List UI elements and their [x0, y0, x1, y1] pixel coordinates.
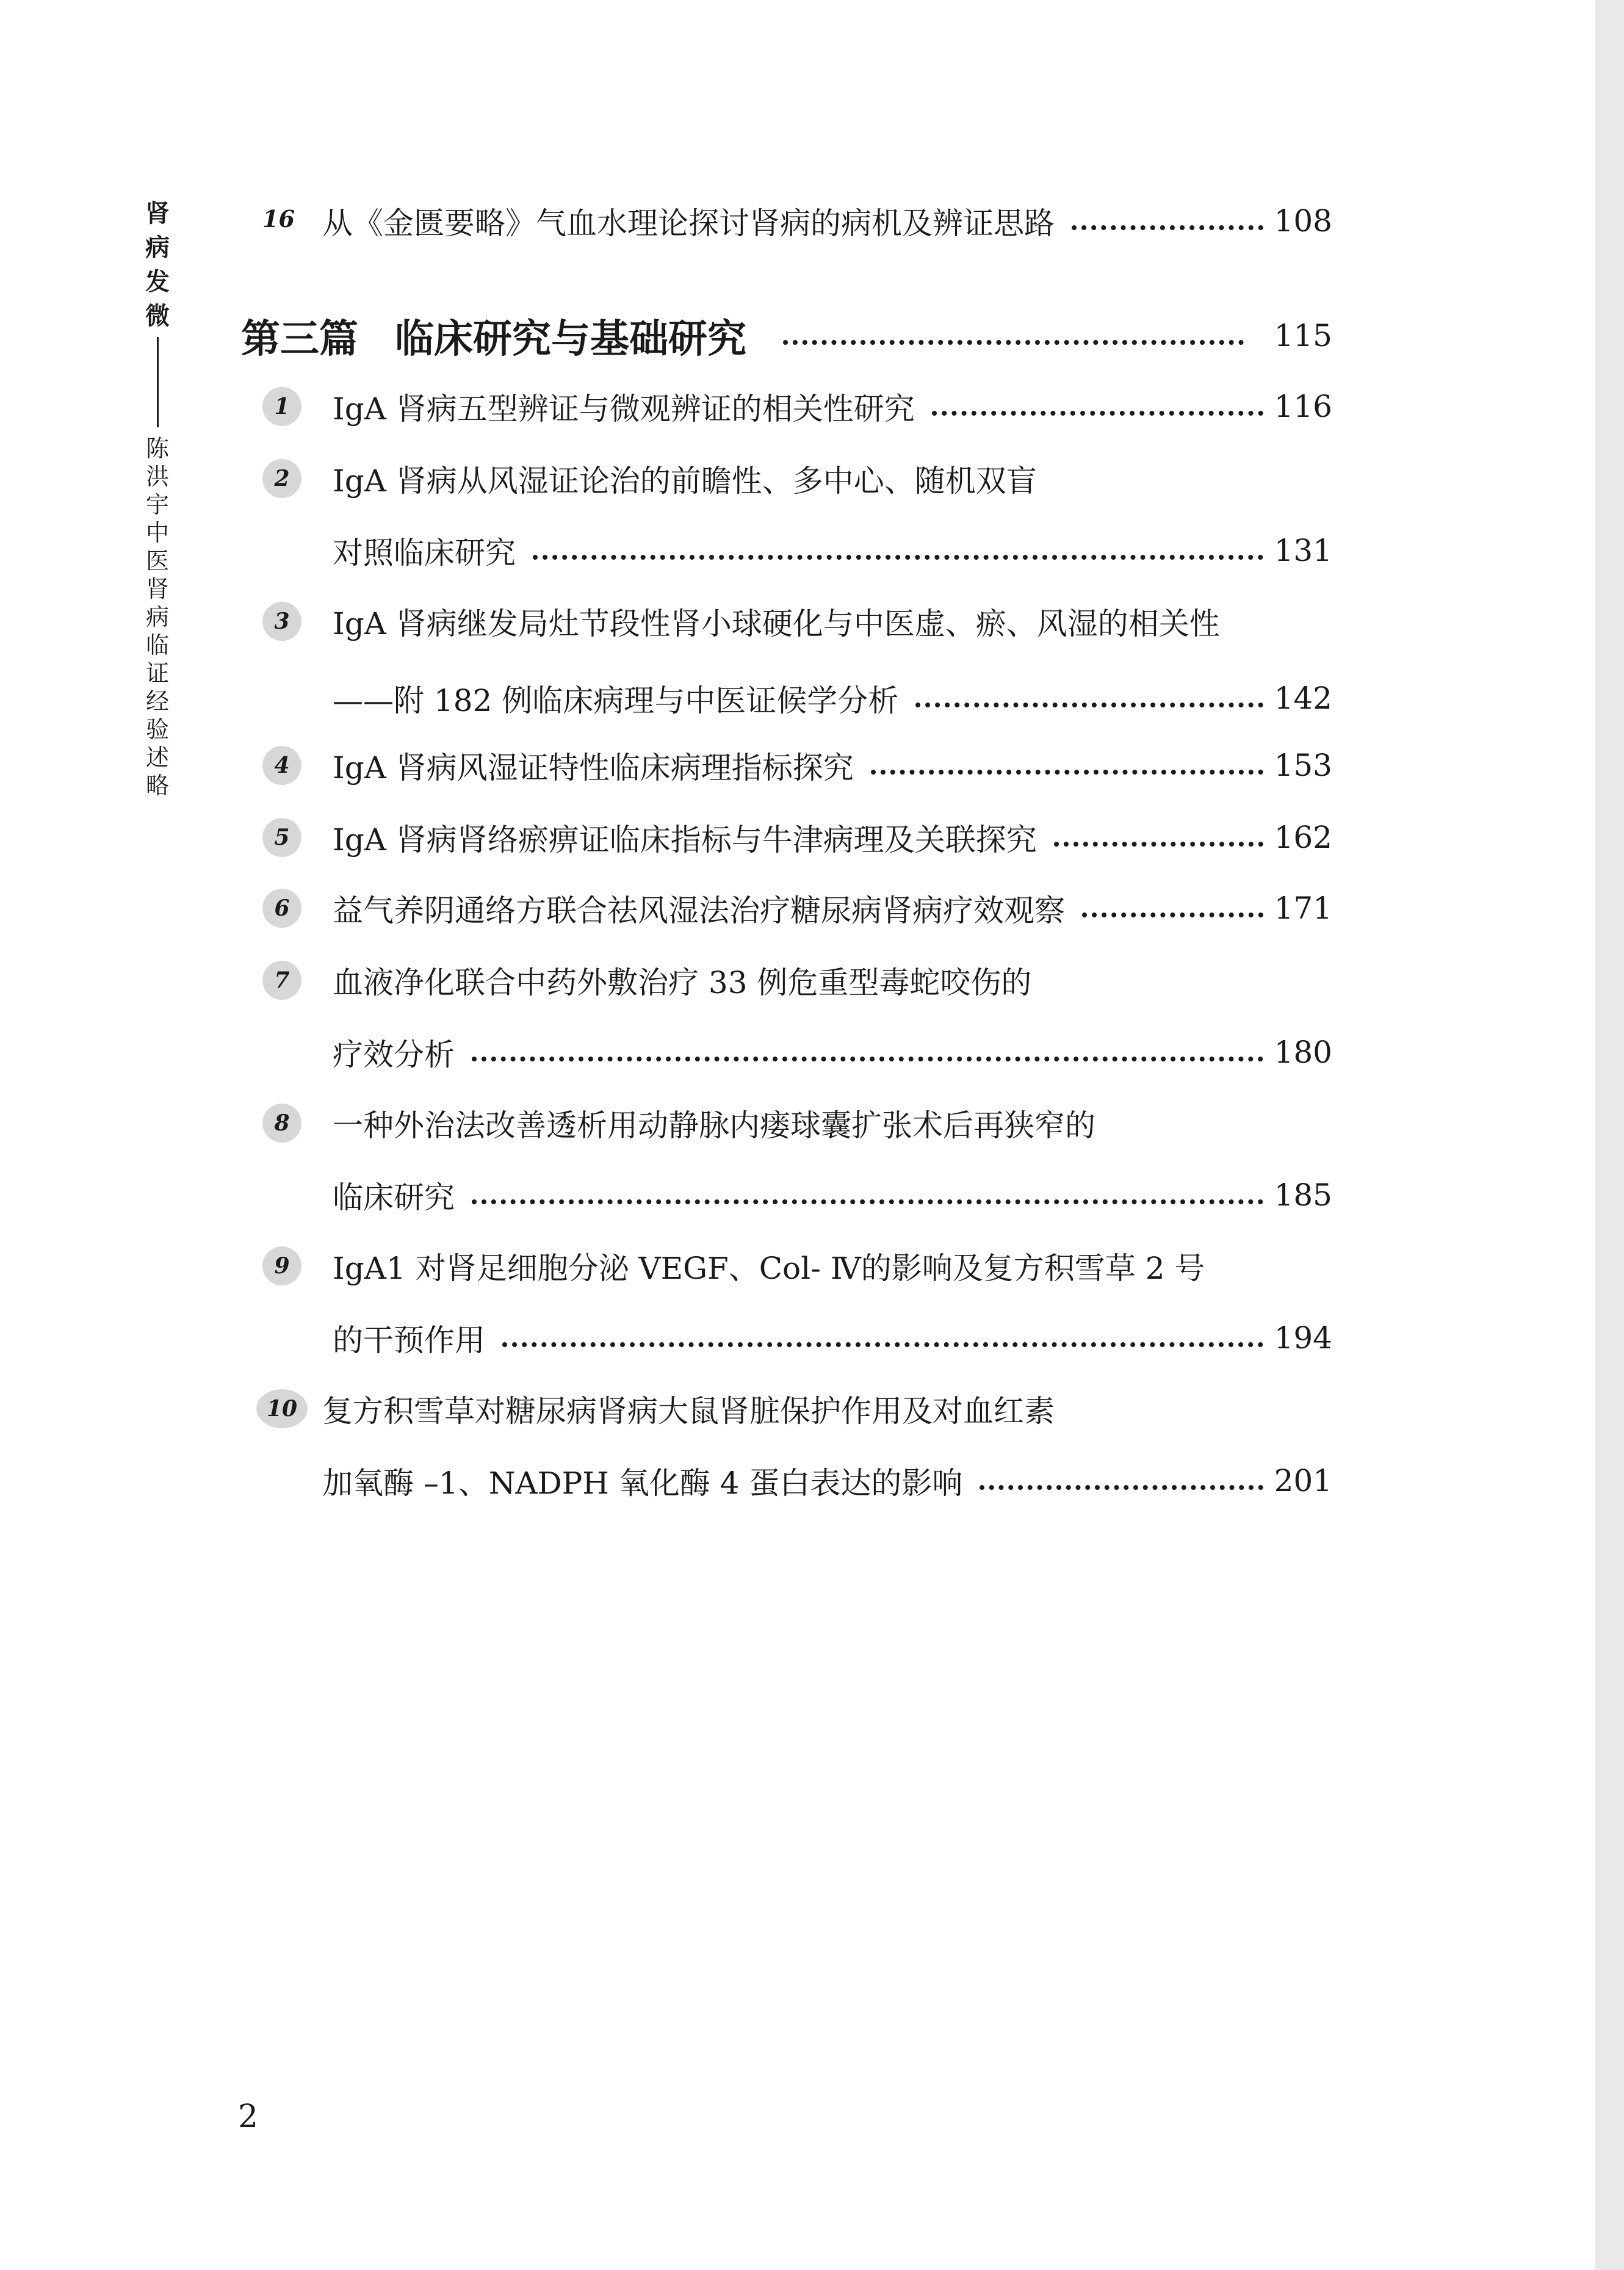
entry-number-badge: 6 [262, 889, 301, 928]
toc-entry-10-line1[interactable] [322, 1384, 1332, 1433]
entry-title-cont: 对照临床研究 [333, 535, 516, 571]
entry-title: IgA 肾病从风湿证论治的前瞻性、多中心、随机双盲 [333, 463, 1037, 499]
entry-title: IgA 肾病继发局灶节段性肾小球硬化与中医虚、瘀、风湿的相关性 [333, 606, 1220, 642]
toc-entry-3-line2[interactable] [333, 674, 1332, 723]
section-label: 第三篇 [241, 317, 358, 362]
dot-leader [783, 339, 1244, 345]
dot-leader [472, 1199, 1263, 1204]
toc-entry-5[interactable] [333, 813, 1332, 862]
dot-leader [932, 410, 1263, 416]
entry-number: 16 [262, 205, 295, 233]
dot-leader [1072, 225, 1263, 230]
entry-title: 益气养阴通络方联合祛风湿法治疗糖尿病肾病疗效观察 [333, 893, 1065, 928]
dot-leader [915, 702, 1263, 707]
entry-title: IgA 肾病五型辨证与微观辨证的相关性研究 [333, 391, 915, 427]
entry-number-badge: 1 [262, 387, 301, 426]
entry-title-cont: 疗效分析 [333, 1037, 455, 1072]
page-ref: 131 [1274, 533, 1332, 568]
toc-entry-2-line2[interactable] [333, 526, 1332, 575]
dot-leader [1082, 912, 1263, 917]
toc-entry-3-line1[interactable] [333, 597, 1332, 646]
toc-entry-10-line2[interactable] [322, 1456, 1332, 1505]
toc-entry-4[interactable] [333, 741, 1332, 790]
page-ref: 185 [1274, 1177, 1332, 1213]
dot-leader [871, 769, 1263, 775]
page-ref: 108 [1274, 203, 1332, 239]
entry-number-badge: 5 [262, 818, 301, 857]
section-heading[interactable] [241, 305, 1332, 366]
page-ref: 201 [1274, 1463, 1332, 1498]
entry-title: IgA1 对肾足细胞分泌 VEGF、Col- Ⅳ的影响及复方积雪草 2 号 [333, 1251, 1205, 1286]
title-dash [157, 337, 159, 427]
toc-entry-8-line1[interactable] [333, 1099, 1332, 1148]
dot-leader [980, 1484, 1263, 1490]
page-ref: 171 [1274, 891, 1332, 926]
entry-number-badge: 8 [262, 1104, 301, 1143]
book-title-vertical: 肾病发微 [145, 199, 170, 330]
toc-entry-7-line1[interactable] [333, 956, 1332, 1005]
entry-title: 从《金匮要略》气血水理论探讨肾病的病机及辨证思路 [322, 206, 1055, 241]
page-ref: 180 [1274, 1035, 1332, 1070]
page-ref: 142 [1274, 681, 1332, 716]
entry-title: 血液净化联合中药外敷治疗 33 例危重型毒蛇咬伤的 [333, 965, 1032, 1000]
toc-entry-9-line2[interactable] [333, 1314, 1332, 1362]
page-ref: 194 [1274, 1320, 1332, 1356]
entry-number-badge: 3 [262, 602, 301, 641]
running-side-title [139, 197, 176, 800]
entry-title: 一种外治法改善透析用动静脉内瘘球囊扩张术后再狭窄的 [333, 1108, 1095, 1143]
entry-number-badge: 4 [262, 746, 301, 785]
section-title: 临床研究与基础研究 [395, 317, 746, 362]
entry-title: IgA 肾病风湿证特性临床病理指标探究 [333, 750, 854, 786]
page-ref: 153 [1274, 748, 1332, 783]
entry-number-badge: 10 [256, 1389, 308, 1428]
dot-leader [472, 1056, 1263, 1061]
entry-subtitle: ——附 182 例临床病理与中医证候学分析 [333, 683, 899, 718]
dot-leader [502, 1342, 1263, 1347]
entry-title: IgA 肾病肾络瘀痹证临床指标与牛津病理及关联探究 [333, 822, 1037, 858]
entry-title-cont: 的干预作用 [333, 1323, 485, 1358]
page-edge-band [1595, 0, 1624, 2270]
entry-number-badge: 7 [262, 961, 301, 1000]
toc-entry-6[interactable] [333, 884, 1332, 933]
entry-number-badge: 2 [262, 459, 301, 498]
page-number: 2 [238, 2098, 259, 2135]
entry-title: 复方积雪草对糖尿病肾病大鼠肾脏保护作用及对血红素 [322, 1393, 1055, 1429]
page-ref: 116 [1274, 389, 1332, 424]
page-ref: 115 [1274, 318, 1332, 353]
page-ref: 162 [1274, 820, 1332, 855]
toc-entry-8-line2[interactable] [333, 1171, 1332, 1220]
entry-title-cont: 加氧酶 –1、NADPH 氧化酶 4 蛋白表达的影响 [322, 1466, 963, 1501]
entry-number-badge: 9 [262, 1246, 301, 1285]
dot-leader [1054, 841, 1263, 847]
toc-entry-2-line1[interactable] [333, 454, 1332, 503]
toc-entry-9-line1[interactable] [333, 1242, 1332, 1290]
dot-leader [533, 554, 1263, 560]
toc-entry-1[interactable] [333, 382, 1332, 431]
entry-title-cont: 临床研究 [333, 1180, 455, 1215]
book-subtitle-vertical: 陈洪宇中医肾病临证经验述略 [145, 435, 169, 799]
toc-entry-16[interactable] [322, 197, 1332, 245]
toc-entry-7-line2[interactable] [333, 1028, 1332, 1077]
